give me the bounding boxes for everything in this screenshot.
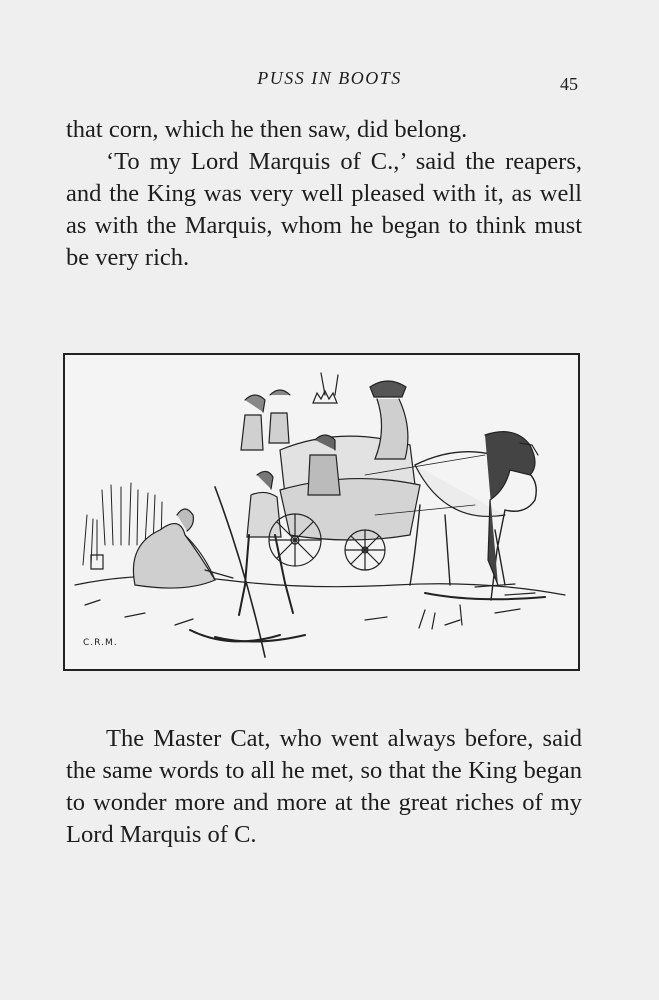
paragraph-master-cat: The Master Cat, who went always before, said the same words to all he met, so that the King began to wonder more and more at the great riches of my Lord Marquis of C. xyxy=(66,725,582,848)
running-head: PUSS IN BOOTS xyxy=(257,68,402,88)
artist-signature: C.R.M. xyxy=(83,638,118,648)
paragraph-reapers-reply: ‘To my Lord Marquis of C.,’ said the reapers, and the King was very well pleased with it, as well as with the Marquis, whom he began to think must be very rich. xyxy=(66,148,582,271)
bottom-text-block xyxy=(66,723,582,851)
paragraph-continuation: that corn, which he then saw, did belong. xyxy=(66,116,468,143)
carriage-scene-drawing xyxy=(65,355,578,669)
top-text-block xyxy=(66,114,582,274)
engraving-illustration xyxy=(63,353,580,671)
page-number: 45 xyxy=(560,74,578,94)
